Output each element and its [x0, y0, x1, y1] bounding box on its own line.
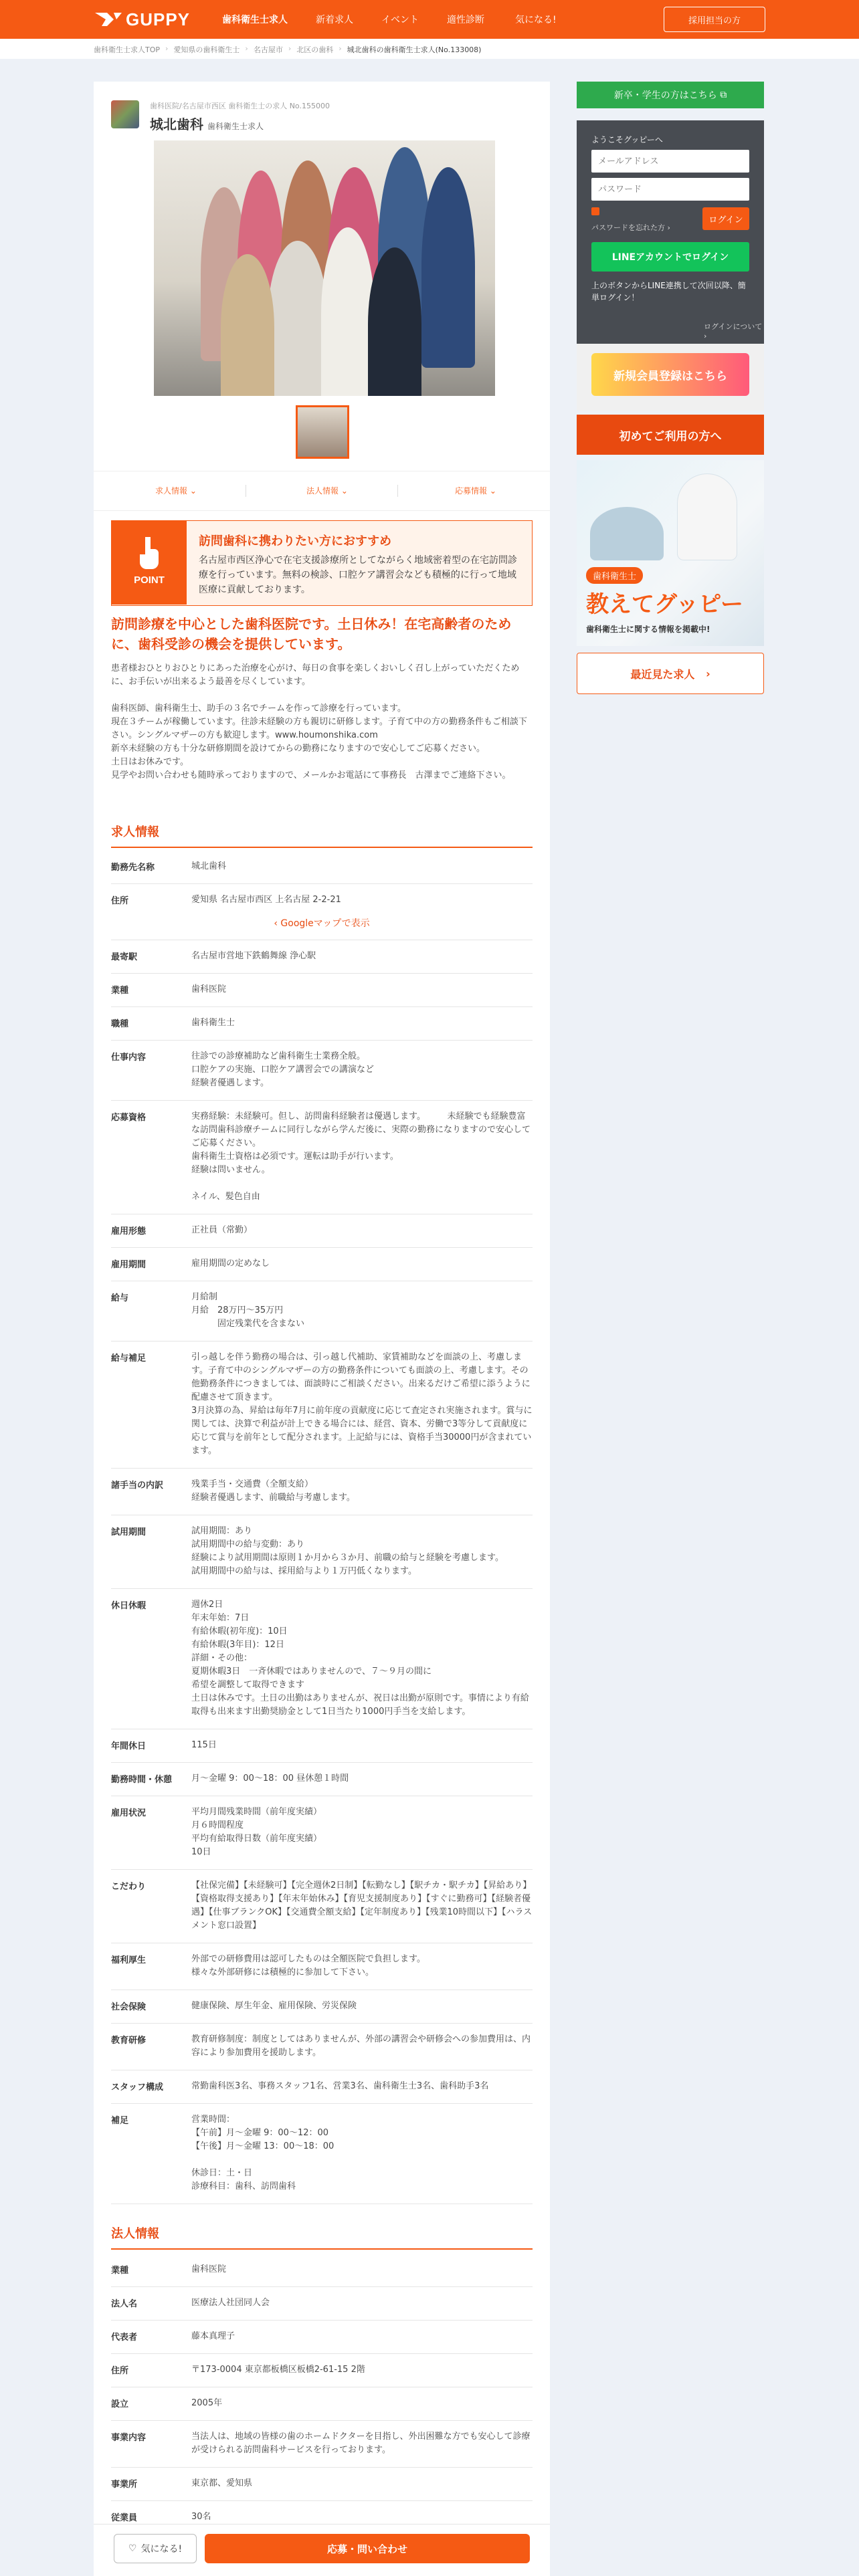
info-row	[111, 2024, 533, 2070]
info-label: 法人名	[111, 2299, 138, 2309]
info-value: 平均月間残業時間（前年度実績） 月６時間程度 平均有給取得日数（前年度実績） 10日	[191, 1807, 322, 1857]
info-value: 外部での研修費用は認可したものは全額医院で負担します。 様々な外部研修には積極的に参加して下さい。	[191, 1954, 425, 1977]
info-row	[111, 1341, 533, 1469]
intro-text: 患者様おひとりおひとりにあった治療を心がけ、毎日の食事を楽しくおいしく召し上がっていただくために、お手伝いが出来るよう最善を尽くしています。 歯科医師、歯科衛生士、助手の３名でチームを作って診療を行っています。 現在３チームが稼働しています。往診未経験の方も親切に研修します。子育て中の方の勤務条件もご相談下さい。シングルマザーの方も歓迎します。www.houmonshika.com 新卒未経験の方も十分な研修期間を設けてからの勤務になりますので安心してご応募ください。 土日はお休みです。 見学やお問い合わせも随時承っておりますので、メールかお電話にて事務長 古澤までご連絡下さい。	[111, 663, 527, 780]
info-row	[111, 1763, 533, 1796]
info-label: 給与補足	[111, 1354, 147, 1364]
chevron-right-icon: ›	[706, 667, 710, 680]
email-input[interactable]	[591, 150, 749, 173]
info-label: 応募資格	[111, 1113, 147, 1123]
info-row	[111, 1281, 533, 1341]
info-label: 業種	[111, 2266, 129, 2276]
login-box	[577, 120, 764, 344]
nav-favorites[interactable]: 気になる!	[515, 15, 557, 25]
apply-button[interactable]: 応募・問い合わせ	[205, 2534, 530, 2563]
breadcrumb-item[interactable]: 名古屋市	[253, 45, 283, 54]
info-value: 月給制 月給 28万円〜35万円 固定残業代を含まない	[191, 1292, 305, 1329]
info-label: 雇用形態	[111, 1226, 147, 1237]
info-value: 当法人は、地域の皆様の歯のホームドクターを目指し、外出困難な方でも安心して診療が受けられる訪問歯科サービスを行っております。	[191, 2432, 531, 2455]
info-row	[111, 2321, 533, 2354]
point-badge: POINT	[112, 521, 187, 605]
info-value: 医療法人社団同人会	[191, 2298, 270, 2308]
clinic-subtitle: 歯科医院/名古屋市西区 歯科衛生士の求人 No.155000	[150, 102, 330, 110]
info-label: 補足	[111, 2116, 129, 2126]
register-button[interactable]: 新規会員登録はこちら	[591, 353, 749, 396]
info-label: 勤務時間・休憩	[111, 1775, 173, 1785]
line-login-button[interactable]: LINEアカウントでログイン	[591, 242, 749, 272]
info-row	[111, 1041, 533, 1101]
info-label: 諸手当の内訳	[111, 1481, 164, 1491]
info-value: 藤本真理子	[191, 2331, 235, 2341]
info-label: 雇用状況	[111, 1808, 147, 1818]
heart-icon: ♡	[128, 2543, 137, 2554]
job-detail-card	[94, 82, 550, 2576]
info-value: 2005年	[191, 2398, 223, 2408]
breadcrumb-item[interactable]: 愛知県の歯科衛生士	[173, 45, 240, 54]
clinic-staff-photo	[154, 140, 495, 396]
recent-jobs-button[interactable]: 最近見た求人 ›	[577, 653, 764, 694]
line-login-note: 上のボタンからLINE連携して次回以降、簡単ログイン！	[591, 281, 746, 302]
info-row	[111, 1796, 533, 1870]
info-value: 週休2日 年末年始：7日 有給休暇(初年度)：10日 有給休暇(3年目)：12日 詳細・その他： 夏期休暇3日 一斉休暇ではありませんので、７〜９月の間に 希望を調整して取得できます 土日は休みです。土日の出勤はありませんが、祝日は出勤が原則です。事情により有給取得も出来ます出勤奨励金として1日当たり1000円手当を支給します。	[191, 1600, 529, 1717]
info-value: 名古屋市営地下鉄鶴舞線 浄心駅	[191, 951, 316, 961]
info-row	[111, 2104, 533, 2204]
logo-text: GUPPY	[126, 9, 191, 29]
info-value: 正社員（常勤）	[191, 1225, 253, 1235]
banner-title: 教えてグッピー	[586, 591, 743, 618]
info-label: 給与	[111, 1293, 129, 1303]
login-button[interactable]: ログイン	[702, 207, 749, 230]
catch-copy: 訪問診療を中心とした歯科医院です。土日休み！在宅高齢者のために、歯科受診の機会を提供しています。	[111, 616, 512, 652]
info-value: 115日	[191, 1740, 217, 1750]
login-help-link[interactable]: ログインについて ›	[704, 322, 763, 340]
info-value: 常勤歯科医3名、事務スタッフ1名、営業3名、歯科衛生士3名、歯科助手3名	[191, 2081, 489, 2091]
info-row	[111, 2070, 533, 2104]
nav-aptitude[interactable]: 適性診断	[447, 15, 484, 25]
info-label: 住所	[111, 2366, 129, 2376]
oshiete-guppy-banner[interactable]	[577, 460, 764, 646]
remember-checkbox[interactable]	[591, 207, 599, 215]
info-row	[111, 1007, 533, 1041]
info-label: 雇用期間	[111, 1260, 147, 1270]
site-header	[0, 0, 859, 39]
guppy-logo[interactable]	[94, 9, 190, 30]
info-label: 代表者	[111, 2333, 138, 2343]
fish-logo-icon	[94, 9, 123, 30]
tab-apply-info[interactable]: 応募情報 ⌄	[455, 486, 496, 496]
info-value: 健康保険、厚生年金、雇用保険、労災保険	[191, 2001, 357, 2011]
info-value: 城北歯科	[191, 861, 227, 871]
info-value: 教育研修制度：制度としてはありませんが、外部の講習会や研修会への参加費用は、内容により参加費用を援助します。	[191, 2034, 531, 2058]
info-value: 愛知県 名古屋市西区 上名古屋 2-2-21	[191, 895, 341, 905]
register-box	[577, 344, 764, 411]
point-box	[111, 520, 533, 606]
info-row	[111, 2421, 533, 2468]
info-row	[111, 884, 533, 940]
info-value: 往診での診療補助など歯科衛生士業務全般。 口腔ケアの実施、口腔ケア講習会での講演など 経験者優遇します。	[191, 1051, 375, 1088]
info-row	[111, 1870, 533, 1943]
info-value: 【社保完備】【未経験可】【完全週休2日制】【転勤なし】【駅チカ・駅チカ】【昇給あり】【資格取得支援あり】【年末年始休み】【育児支援制度あり】【すぐに勤務可】【経験者優遇】【仕事ブランクOK】【交通費全額支給】【定年制度あり】【残業10時間以下】【ハラスメント窓口設置】	[191, 1881, 533, 1931]
clinic-header	[111, 96, 526, 136]
info-label: 事業所	[111, 2480, 138, 2490]
nav-new-jobs[interactable]: 新着求人	[316, 15, 353, 25]
photo-thumbnail[interactable]	[296, 405, 349, 459]
info-row	[111, 2254, 533, 2287]
first-time-button[interactable]: 初めてご利用の方へ	[577, 415, 764, 455]
banner-tag: 歯科衛生士	[586, 567, 643, 584]
section-tabs	[94, 471, 550, 511]
info-label: 仕事内容	[111, 1053, 147, 1063]
info-row	[111, 1515, 533, 1589]
breadcrumb-item[interactable]: 北区の歯科	[296, 45, 334, 54]
info-value: 30名	[191, 2512, 211, 2522]
info-row	[111, 851, 533, 884]
breadcrumb: 歯科衛生士求人TOP › 愛知県の歯科衛生士 › 名古屋市 › 北区の歯科 › 城北歯科の歯科衛生士求人(No.133008)	[0, 39, 859, 59]
info-value: 実務経験：未経験可。但し、訪問歯科経験者は優遇します。 未経験でも経験豊富な訪問歯科診療チームに同行しながら学んだ後に、実際の勤務になりますので安心してご応募ください。 歯科衛生士資格は必須です。運転は助手が行います。 経験は問いません。 ネイル、髪色自由	[191, 1111, 531, 1202]
info-row	[111, 1943, 533, 1990]
info-label: 事業内容	[111, 2433, 147, 2443]
external-link-icon: ⧉	[720, 90, 727, 100]
sticky-action-bar	[94, 2524, 550, 2571]
chevron-down-icon: ⌄	[489, 486, 496, 496]
clinic-avatar	[111, 100, 139, 128]
info-row	[111, 1214, 533, 1248]
banner-description: 歯科衛生士に関する情報を掲載中!	[586, 625, 710, 634]
info-row	[111, 1101, 533, 1214]
info-label: 従業員	[111, 2513, 138, 2523]
info-row	[111, 1469, 533, 1515]
new-grad-button[interactable]: 新卒・学生の方はこちら ⧉	[577, 82, 764, 108]
job-section-title: 求人情報	[111, 823, 533, 848]
tab-corp-info[interactable]: 法人情報 ⌄	[306, 486, 348, 496]
info-row	[111, 2468, 533, 2501]
info-value: 営業時間： 【午前】月〜金曜 9：00〜12：00 【午後】月〜金曜 13：00〜18：00 休診日：土・日 診療科目：歯科、訪問歯科	[191, 2115, 335, 2191]
info-row	[111, 1589, 533, 1729]
info-label: スタッフ構成	[111, 2082, 164, 2092]
info-row	[111, 1990, 533, 2024]
info-label: 勤務先名称	[111, 863, 155, 873]
info-label: 業種	[111, 986, 129, 996]
info-value: 試用期間：あり 試用期間中の給与変動：あり 経験により試用期間は原則１か月から３か月、前職の給与と経験を考慮します。 試用期間中の給与は、採用給与より１万円低くなります。	[191, 1526, 504, 1576]
tab-job-info[interactable]: 求人情報 ⌄	[155, 486, 197, 496]
info-label: 職種	[111, 1019, 129, 1029]
info-label: 教育研修	[111, 2036, 147, 2046]
info-row	[111, 1248, 533, 1281]
info-row	[111, 1729, 533, 1763]
favorite-button[interactable]: ♡ 気になる!	[114, 2534, 197, 2563]
info-value: 残業手当・交通費（全額支給） 経験者優遇します、前職給与考慮します。	[191, 1479, 355, 1503]
point-body: 名古屋市西区浄心で在宅支援診療所としてながらく地域密着型の在宅訪問診療を行っています。無料の検診、口腔ケア講習会なども積極的に行って地域医療に貢献しております。	[199, 555, 517, 595]
employer-button[interactable]: 採用担当の方	[664, 7, 765, 32]
info-row	[111, 2287, 533, 2321]
breadcrumb-item[interactable]: 歯科衛生士求人TOP	[94, 45, 161, 54]
info-row	[111, 2354, 533, 2387]
info-row	[111, 2387, 533, 2421]
info-row	[111, 974, 533, 1007]
welcome-text: ようこそグッピーへ	[591, 135, 663, 144]
info-label: 試用期間	[111, 1527, 147, 1537]
pointing-hand-icon	[136, 536, 163, 570]
info-label: 最寄駅	[111, 952, 138, 962]
info-label: 年間休日	[111, 1741, 147, 1751]
info-label: 設立	[111, 2399, 129, 2409]
info-label: 休日休暇	[111, 1601, 147, 1611]
nav-dh-jobs[interactable]: 歯科衛生士求人	[222, 15, 288, 25]
info-value: 東京都、愛知県	[191, 2478, 253, 2488]
chevron-down-icon: ⌄	[189, 486, 197, 496]
info-label: 福利厚生	[111, 1955, 147, 1965]
info-value: 歯科医院	[191, 2264, 227, 2274]
breadcrumb-current: 城北歯科の歯科衛生士求人(No.133008)	[347, 45, 482, 54]
info-label: こだわり	[111, 1882, 147, 1892]
info-value: 雇用期間の定めなし	[191, 1259, 270, 1269]
info-value: 月〜金曜 9：00〜18：00 昼休憩１時間	[191, 1774, 349, 1784]
corp-section-title: 法人情報	[111, 2224, 533, 2250]
nav-events[interactable]: イベント	[381, 15, 419, 25]
info-label: 社会保険	[111, 2002, 147, 2012]
forgot-password-link[interactable]: パスワードを忘れた方 ›	[591, 223, 670, 232]
chevron-down-icon: ⌄	[341, 486, 348, 496]
info-row	[111, 940, 533, 974]
info-value: 歯科医院	[191, 984, 227, 994]
google-map-link[interactable]: ‹ Googleマップで表示	[274, 918, 370, 929]
info-label: 住所	[111, 896, 129, 906]
password-input[interactable]	[591, 178, 749, 201]
chevron-left-icon: ‹	[274, 918, 281, 929]
clinic-name: 城北歯科 歯科衛生士求人	[150, 116, 264, 132]
info-value: 引っ越しを伴う勤務の場合は、引っ越し代補助、家賃補助などを面談の上、考慮します。子育て中のシングルマザーの方の勤務条件についても面談の上、考慮します。その他勤務条件につきましては、面談時にご相談ください。出来るだけご希望に添うように配慮させて頂きます。 3月決算の為、昇給は毎年7月に前年度の貢献度に応じて査定され実施されます。賞与に関しては、決算で利益が計上できる場合には、経営、資本、労働で3等分して貢献度に応じて賞与を前年として配分されます。上記給与には、資格手当30000円が含まれています。	[191, 1352, 533, 1456]
info-value: 歯科衛生士	[191, 1018, 235, 1028]
info-value: 〒173-0004 東京都板橋区板橋2-61-15 2階	[191, 2365, 365, 2375]
point-title: 訪問歯科に携わりたい方におすすめ	[199, 534, 392, 548]
